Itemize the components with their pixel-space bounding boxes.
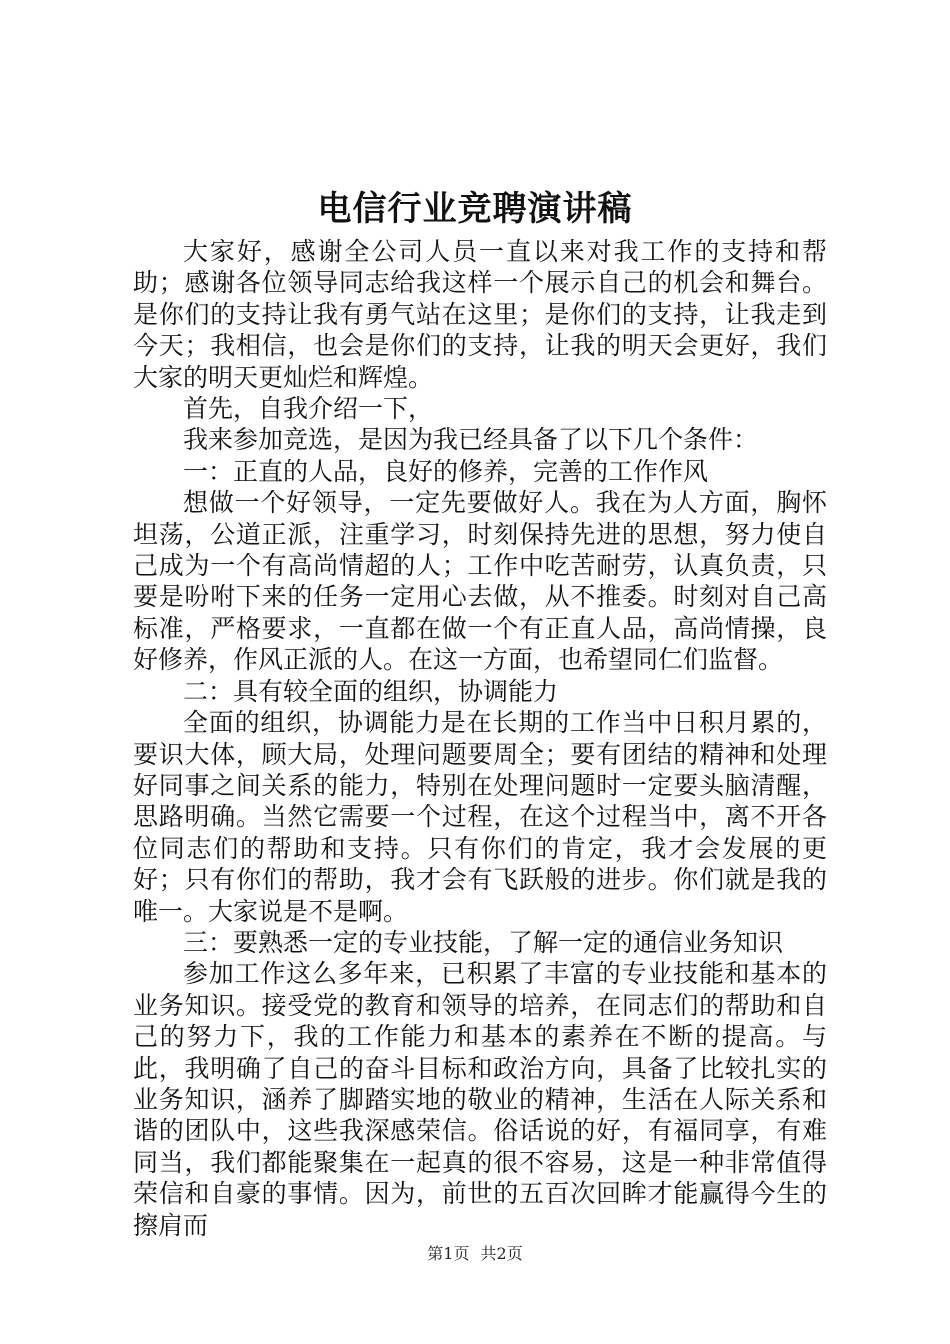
paragraph-point-three: 参加工作这么多年来，已积累了丰富的专业技能和基本的业务知识。接受党的教育和领导的培养，在同志们的帮助和自己的努力下，我的工作能力和基本的素养在不断的提高。与此，我明确了自己的奋斗目标和政治方向，具备了比较扎实的业务知识，涵养了脚踏实地的敬业的精神，生活在人际关系和谐的团队中，这些我深感荣信。俗话说的好，有福同享，有难同当，我们都能聚集在一起真的很不容易，这是一种非常值得荣信和自豪的事情。因为，前世的五百次回眸才能赢得今生的擦肩而 (133, 959, 827, 1240)
paragraph-conditions: 我来参加竞选，是因为我已经具备了以下几个条件： (183, 425, 759, 455)
paragraph-greeting: 大家好，感谢全公司人员一直以来对我工作的支持和帮助；感谢各位领导同志给我这样一个展示自己的机会和舞台。是你们的支持让我有勇气站在这里；是你们的支持，让我走到今天；我相信，也会是你们的支持，让我的明天会更好，我们大家的明天更灿烂和辉煌。 (133, 237, 827, 392)
heading-point-three: 三：要熟悉一定的专业技能，了解一定的通信业务知识 (183, 927, 784, 957)
paragraph-point-two: 全面的组织，协调能力是在长期的工作当中日积月累的，要识大体，顾大局，处理问题要周全；要有团结的精神和处理好同事之间关系的能力，特别在处理问题时一定要头脑清醒，思路明确。当然它需要一个过程，在这个过程当中，离不开各位同志们的帮助和支持。只有你们的肯定，我才会发展的更好；只有你们的帮助，我才会有飞跃般的进步。你们就是我的唯一。大家说是不是啊。 (133, 708, 827, 926)
page-number: 第1页 (427, 1244, 470, 1263)
paragraph-intro: 首先，自我介绍一下， (183, 394, 434, 424)
page-footer (0, 1243, 950, 1265)
document-title: 电信行业竞聘演讲稿 (317, 189, 633, 229)
paragraph-point-one: 想做一个好领导，一定先要做好人。我在为人方面，胸怀坦荡，公道正派，注重学习，时刻保持先进的思想，努力使自己成为一个有高尚情超的人；工作中吃苦耐劳，认真负责，只要是吩咐下来的任务一定用心去做，从不推委。时刻对自己高标准，严格要求，一直都在做一个有正直人品，高尚情操，良好修养，作风正派的人。在这一方面，也希望同仁们监督。 (133, 488, 827, 675)
heading-point-one: 一：正直的人品，良好的修养，完善的工作作风 (183, 456, 709, 486)
page-total: 共2页 (480, 1244, 523, 1263)
document-body (133, 236, 827, 1241)
heading-point-two: 二：具有较全面的组织，协调能力 (183, 676, 559, 706)
